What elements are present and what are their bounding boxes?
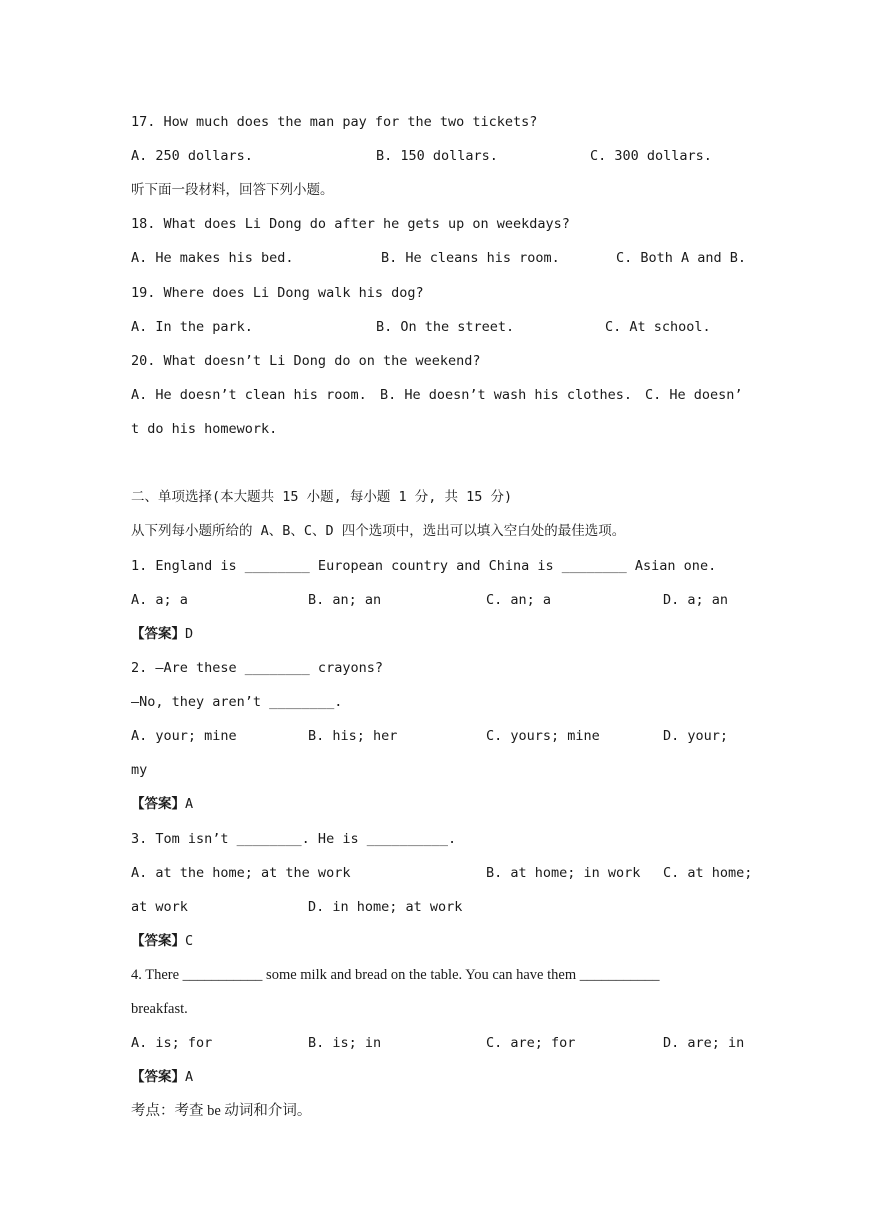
section-heading: 二、单项选择(本大题共 15 小题, 每小题 1 分, 共 15 分) bbox=[131, 489, 513, 505]
question-1-answer bbox=[131, 625, 193, 643]
answer-label: 【答案】 bbox=[131, 933, 185, 949]
question-4-stem: 4. There ___________ some milk and bread on the table. You can have them ___________ bbox=[131, 967, 660, 983]
question-18-stem: 18. What does Li Dong do after he gets up on weekdays? bbox=[131, 216, 570, 232]
question-17-option-a: A. 250 dollars. bbox=[131, 148, 253, 164]
question-1-option-d: D. a; an bbox=[663, 592, 729, 608]
question-2-option-d: D. your; bbox=[663, 728, 729, 744]
answer-label: 【答案】 bbox=[131, 626, 185, 642]
answer-value: C bbox=[185, 933, 194, 949]
question-3-stem: 3. Tom isn’t ________. He is __________. bbox=[131, 831, 457, 847]
question-17-option-c: C. 300 dollars. bbox=[590, 148, 712, 164]
question-3-option-a: A. at the home; at the work bbox=[131, 865, 351, 881]
answer-label: 【答案】 bbox=[131, 796, 185, 812]
question-1-option-b: B. an; an bbox=[308, 592, 382, 608]
question-4-answer bbox=[131, 1068, 193, 1086]
question-2-answer bbox=[131, 795, 193, 813]
section-instruction: 从下列每小题所给的 A、B、C、D 四个选项中，选出可以填入空白处的最佳选项。 bbox=[131, 523, 626, 539]
answer-label: 【答案】 bbox=[131, 1069, 185, 1085]
answer-value: A bbox=[185, 796, 194, 812]
question-4-stem-wrap: breakfast. bbox=[131, 1001, 188, 1017]
question-2-option-d-wrap: my bbox=[131, 762, 148, 778]
question-3-option-c-wrap: at work bbox=[131, 899, 188, 915]
question-17-stem: 17. How much does the man pay for the two tickets? bbox=[131, 114, 538, 130]
question-20-option-b: B. He doesn’t wash his clothes. bbox=[380, 387, 632, 403]
question-18-option-b: B. He cleans his room. bbox=[381, 250, 560, 266]
question-19-stem: 19. Where does Li Dong walk his dog? bbox=[131, 285, 424, 301]
question-17-option-b: B. 150 dollars. bbox=[376, 148, 498, 164]
answer-value: A bbox=[185, 1069, 194, 1085]
question-20-option-c-wrap: t do his homework. bbox=[131, 421, 278, 437]
question-2-stem-reply: —No, they aren’t ________. bbox=[131, 694, 343, 710]
question-4-option-a: A. is; for bbox=[131, 1035, 213, 1051]
question-4-note: 考点：考查 be 动词和介词。 bbox=[131, 1103, 312, 1119]
answer-value: D bbox=[185, 626, 194, 642]
question-4-option-d: D. are; in bbox=[663, 1035, 745, 1051]
question-19-option-c: C. At school. bbox=[605, 319, 711, 335]
question-18-option-c: C. Both A and B. bbox=[616, 250, 747, 266]
question-2-option-a: A. your; mine bbox=[131, 728, 237, 744]
question-1-option-c: C. an; a bbox=[486, 592, 552, 608]
question-19-option-b: B. On the street. bbox=[376, 319, 515, 335]
question-4-option-b: B. is; in bbox=[308, 1035, 382, 1051]
question-3-option-c: C. at home; bbox=[663, 865, 753, 881]
question-2-option-b: B. his; her bbox=[308, 728, 398, 744]
question-3-option-b: B. at home; in work bbox=[486, 865, 641, 881]
question-2-stem: 2. —Are these ________ crayons? bbox=[131, 660, 383, 676]
question-20-option-a: A. He doesn’t clean his room. bbox=[131, 387, 367, 403]
question-2-option-c: C. yours; mine bbox=[486, 728, 600, 744]
question-18-option-a: A. He makes his bed. bbox=[131, 250, 294, 266]
question-3-option-d: D. in home; at work bbox=[308, 899, 463, 915]
listening-instruction: 听下面一段材料，回答下列小题。 bbox=[131, 182, 334, 198]
question-1-stem: 1. England is ________ European country and China is ________ Asian one. bbox=[131, 558, 717, 574]
question-19-option-a: A. In the park. bbox=[131, 319, 253, 335]
question-20-stem: 20. What doesn’t Li Dong do on the weekend? bbox=[131, 353, 481, 369]
question-3-answer bbox=[131, 932, 193, 950]
question-4-option-c: C. are; for bbox=[486, 1035, 576, 1051]
question-1-option-a: A. a; a bbox=[131, 592, 188, 608]
question-20-option-c: C. He doesn’ bbox=[645, 387, 743, 403]
